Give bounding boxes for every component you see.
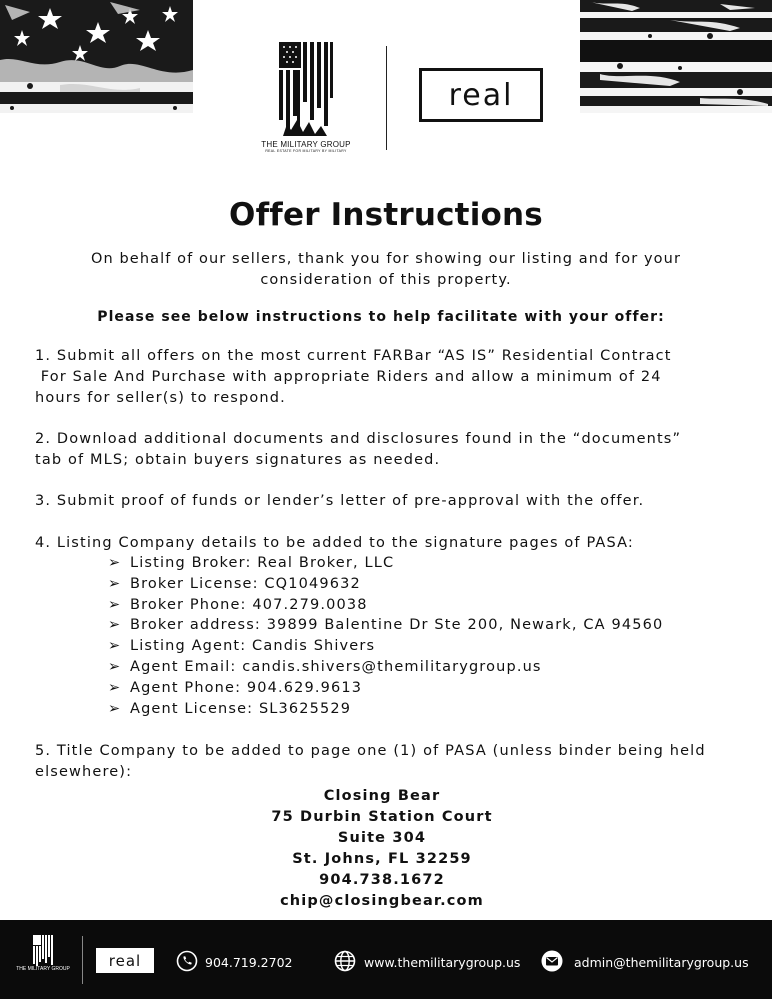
list-item: ➢ Broker License: CQ1049632 [108, 574, 663, 595]
footer-real-logo [96, 948, 154, 973]
listing-company-details [108, 553, 663, 719]
arrow-bullet-icon: ➢ [108, 658, 122, 675]
flag-graphic-left [0, 0, 193, 113]
arrow-bullet-icon: ➢ [108, 679, 122, 696]
title-company-city: St. Johns, FL 32259 [292, 851, 472, 867]
flag-logo-icon [32, 934, 54, 966]
envelope-icon [541, 950, 563, 972]
list-item: ➢ Agent License: SL3625529 [108, 699, 663, 720]
military-group-logo [250, 40, 362, 170]
military-group-tagline: REAL ESTATE FOR MILITARY BY MILITARY [265, 149, 347, 153]
title-company-phone: 904.738.1672 [319, 872, 445, 888]
instruction-item-1: 1. Submit all offers on the most current FARBar “AS IS” Residential Contract For Sale And Purchase with appropriate Riders and allow a minimum of 24 hours for seller(s) to respond. [35, 348, 672, 406]
instruction-item-5: 5. Title Company to be added to page one (1) of PASA (unless binder being held elsewhere): [35, 743, 706, 780]
arrow-bullet-icon: ➢ [108, 596, 122, 613]
page-title: Offer Instructions [229, 197, 543, 233]
title-company-name: Closing Bear [323, 788, 441, 804]
arrow-bullet-icon: ➢ [108, 575, 122, 592]
flag-graphic-right [580, 0, 772, 113]
list-item: ➢ Agent Email: candis.shivers@themilitarygroup.us [108, 657, 663, 678]
logo-divider [386, 46, 387, 150]
footer-email-link[interactable]: admin@themilitarygroup.us [574, 955, 749, 970]
list-item: ➢ Broker Phone: 407.279.0038 [108, 595, 663, 616]
instruction-item-2: 2. Download additional documents and disclosures found in the “documents” tab of MLS; obtain buyers signatures as needed. [35, 431, 682, 468]
title-company-block [0, 786, 764, 912]
title-company-suite: Suite 304 [337, 830, 427, 846]
footer-military-name: THE MILITARY GROUP [16, 966, 70, 972]
globe-icon [334, 950, 356, 972]
footer-real-text: real [108, 951, 142, 970]
arrow-bullet-icon: ➢ [108, 700, 122, 717]
flag-logo-icon [277, 40, 335, 138]
intro-paragraph: On behalf of our sellers, thank you for showing our listing and for your consideration of this property. [90, 251, 682, 288]
list-item: ➢ Listing Agent: Candis Shivers [108, 636, 663, 657]
title-company-email: chip@closingbear.com [280, 893, 484, 909]
list-item: ➢ Agent Phone: 904.629.9613 [108, 678, 663, 699]
footer-divider [82, 936, 83, 984]
footer-bar [0, 920, 772, 999]
real-broker-logo [419, 68, 543, 122]
list-item: ➢ Listing Broker: Real Broker, LLC [108, 553, 663, 574]
arrow-bullet-icon: ➢ [108, 638, 122, 655]
phone-icon [176, 950, 198, 972]
instruction-item-3: 3. Submit proof of funds or lender’s letter of pre-approval with the offer. [35, 493, 645, 509]
list-item: ➢ Broker address: 39899 Balentine Dr Ste 200, Newark, CA 94560 [108, 615, 663, 636]
real-logo-text: real [448, 77, 514, 113]
footer-military-logo [12, 934, 74, 972]
arrow-bullet-icon: ➢ [108, 555, 122, 571]
instruction-item-4: 4. Listing Company details to be added to the signature pages of PASA: [35, 535, 634, 551]
arrow-bullet-icon: ➢ [108, 617, 122, 634]
title-company-street: 75 Durbin Station Court [271, 809, 493, 825]
instructions-subhead: Please see below instructions to help facilitate with your offer: [97, 309, 665, 325]
footer-phone-link[interactable]: 904.719.2702 [205, 955, 293, 970]
footer-website-link[interactable]: www.themilitarygroup.us [364, 955, 521, 970]
military-group-name: THE MILITARY GROUP [261, 140, 351, 149]
